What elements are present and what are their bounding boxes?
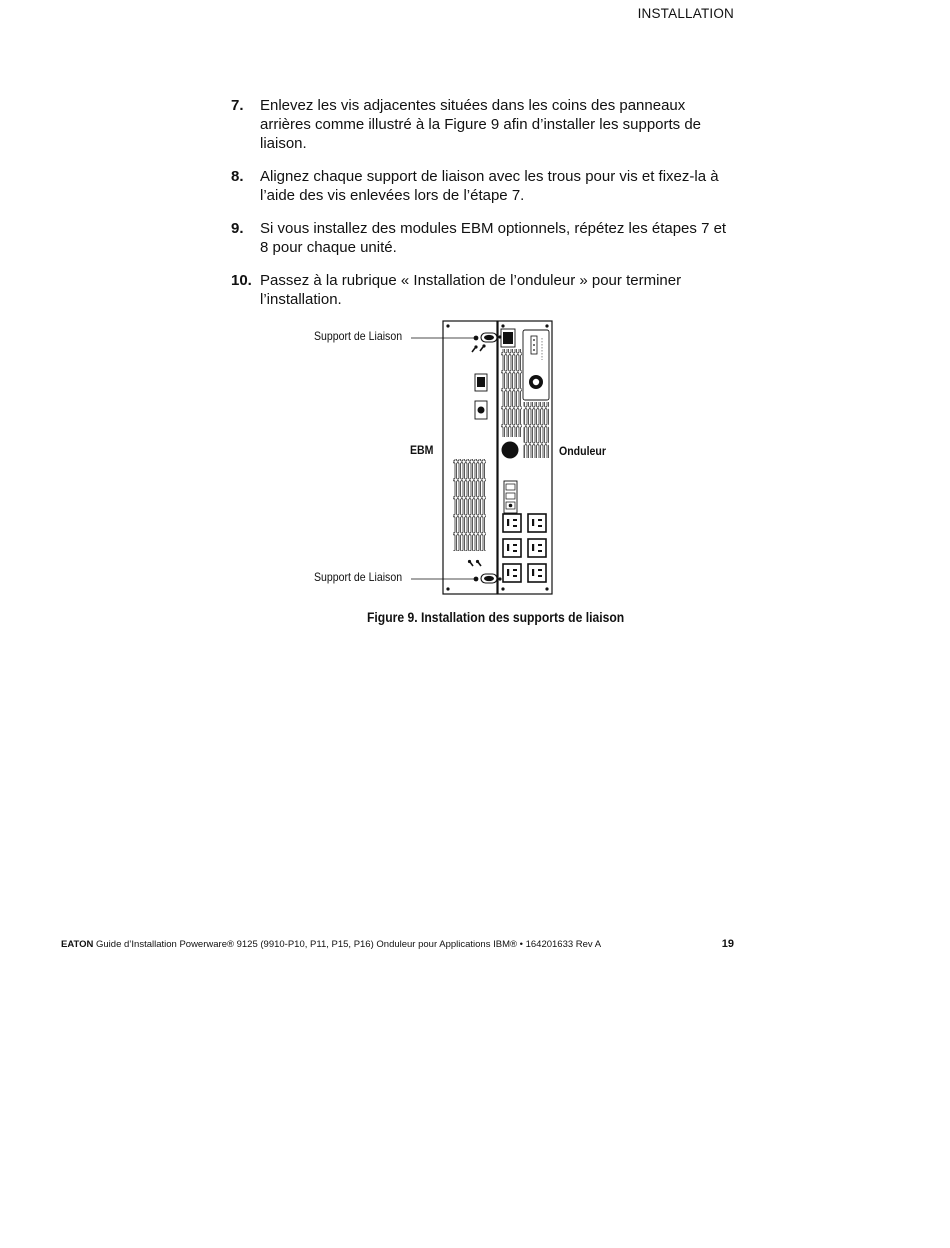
step-number: 9.: [231, 220, 244, 237]
figure-caption: Figure 9. Installation des supports de liaison: [367, 610, 625, 625]
step-text: Alignez chaque support de liaison avec les trous pour vis et fixez-la à l’aide des vis enlevées lors de l’étape 7.: [260, 168, 719, 204]
steps-list: [231, 96, 731, 323]
outlet-icon: [503, 539, 521, 557]
ups-label: Onduleur: [559, 444, 606, 458]
step-item: [231, 167, 731, 205]
footer-brand: EATON: [61, 939, 94, 950]
ebm-panel: [443, 321, 497, 594]
figure-bracket-installation: [300, 318, 650, 600]
outlet-icon: [528, 539, 546, 557]
outlet-icon: [528, 564, 546, 582]
ebm-label: EBM: [410, 443, 434, 457]
step-text: Enlevez les vis adjacentes situées dans les coins des panneaux arrières comme illustré à la Figure 9 afin d’installer les supports de liaison.: [260, 97, 702, 152]
step-item: [231, 271, 731, 309]
page-number: 19: [721, 938, 734, 950]
step-item: [231, 96, 731, 153]
footer: [61, 939, 601, 950]
figure-illustration: [300, 318, 650, 600]
callout-bottom-label: Support de Liaison: [314, 570, 403, 584]
step-number: 10.: [231, 272, 252, 289]
callout-top-label: Support de Liaison: [314, 329, 403, 343]
step-item: [231, 219, 731, 257]
outlet-icon: [503, 514, 521, 532]
outlet-icon: [528, 514, 546, 532]
footer-text: Guide d’Installation Powerware® 9125 (9910-P10, P11, P15, P16) Onduleur pour Applications IBM® • 164201633 Rev A: [93, 939, 602, 950]
step-number: 7.: [231, 97, 244, 114]
outlet-icon: [503, 564, 521, 582]
section-header: INSTALLATION: [637, 6, 734, 21]
step-number: 8.: [231, 168, 244, 185]
step-text: Passez à la rubrique « Installation de l’onduleur » pour terminer l’installation.: [260, 272, 682, 308]
step-text: Si vous installez des modules EBM optionnels, répétez les étapes 7 et 8 pour chaque unité.: [260, 220, 727, 256]
